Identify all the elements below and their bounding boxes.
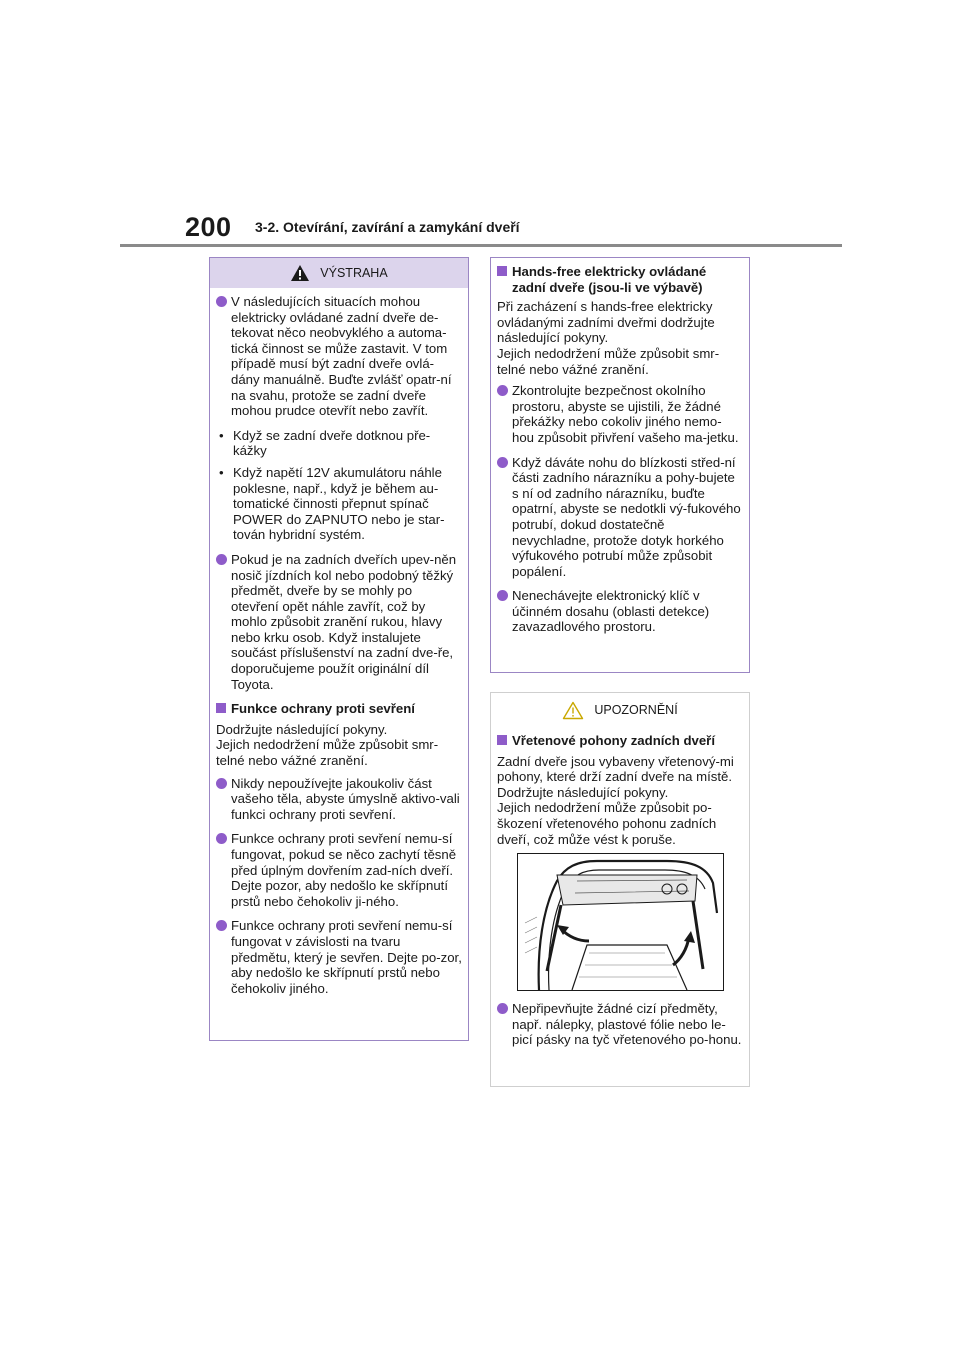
sub-item: [216, 465, 462, 543]
warning-header: [210, 258, 468, 288]
bullet-dot-icon: [216, 296, 227, 307]
bullet-dot-icon: [497, 385, 508, 396]
warning-bullet-4: Funkce ochrany proti sevření nemu-sí fungovat, pokud se něco zachytí těsně před úplným dovřením zad-ních dveří. Dejte pozor, aby nedošlo ke skřípnutí prstů nebo čehokoliv ji-ného.: [231, 831, 457, 909]
bullet-dot-icon: [216, 778, 227, 789]
warning-bullet-2: Pokud je na zadních dveřích upev-něn nosič jízdních kol nebo podobný těžký předmět, dveře by se mohly po otevření opět náhle zavřít, což by mohlo způsobit zranění rukou, hlavy nebo krku osob. Když instalujete součást příslušenství na zadní dve-ře, doporučujeme použít originální díl Toyota.: [231, 551, 457, 692]
notice-content: [491, 725, 749, 1048]
list-item: [216, 552, 462, 692]
warning-triangle-icon: [290, 264, 310, 282]
list-item: [216, 294, 462, 419]
list-item: [497, 588, 743, 635]
square-bullet-icon: [216, 703, 226, 713]
warning-bullet-1: V následujících situacích mohou elektricky ovládané zadní dveře de-tekovat něco neobvyklého a automa-tická činnost se může zastavit. V tom případě musí být zadní dveře ovlá-dány manuálně. Buďte zvlášť opatr-ní na svahu, protože se zadní dveře mohou prudce otevřít nebo zavřít.: [231, 294, 452, 419]
notice-box: [490, 692, 750, 1087]
bullet-dot-icon: [216, 554, 227, 565]
pinch-protection-heading: Funkce ochrany proti sevření: [216, 701, 462, 717]
list-item: [216, 776, 462, 823]
warning-content: [210, 288, 468, 996]
notice-para: Zadní dveře jsou vybaveny vřetenový-mi pohony, které drží zadní dveře na místě. Dodržujte následující pokyny. Jejich nedodržení může způsobit po-škození vřetenového pohonu zadních dveří, což může vést k poruše.: [497, 753, 734, 847]
notice-title: UPOZORNĚNÍ: [594, 703, 678, 717]
sub-bullet-icon: •: [219, 427, 224, 443]
list-item: [497, 383, 743, 445]
square-bullet-icon: [497, 735, 507, 745]
notice-header: [491, 695, 749, 725]
list-item: [497, 1001, 743, 1048]
spindle-heading: Vřetenové pohony zadních dveří: [497, 733, 743, 749]
handsfree-para: Při zacházení s hands-free elektricky ovládanými zadními dveřmi dodržujte následující pokyny. Jejich nedodržení může způsobit smr-telné nebo vážné zranění.: [497, 299, 720, 377]
section-title: 3-2. Otevírání, zavírání a zamykání dveří: [255, 219, 520, 235]
handsfree-bullet-2: Když dáváte nohu do blízkosti střed-ní části zadního nárazníku a pohy-bujete s ní od zadního nárazníku, buďte opatrní, abyste se nedotkli vý-fukového potrubí, dokud dostatečně nevychladne, protože dotyk horkého výfukového potrubí může způsobit popálení.: [512, 454, 741, 579]
warning-box: [209, 257, 469, 1041]
warning-sub-1: Když se zadní dveře dotknou pře-kážky: [233, 427, 431, 459]
warning-bullet-3: Nikdy nepoužívejte jakoukoliv část vašeho těla, abyste úmyslně aktivo-vali funkci ochrany proti sevření.: [231, 775, 460, 822]
list-item: [216, 918, 462, 996]
handsfree-heading: Hands-free elektricky ovládané zadní dveře (jsou-li ve výbavě): [497, 264, 743, 295]
sub-bullet-icon: •: [219, 464, 224, 480]
warning-sub-2: Když napětí 12V akumulátoru náhle poklesne, např., když je během au-tomatické činnosti přepnut spínač POWER do ZAPNUTO nebo je star-tován hybridní systém.: [233, 464, 445, 543]
square-bullet-icon: [497, 266, 507, 276]
warning-para: Dodržujte následující pokyny. Jejich nedodržení může způsobit smr-telné nebo vážné zranění.: [216, 721, 439, 769]
bullet-dot-icon: [497, 590, 508, 601]
bullet-dot-icon: [497, 1003, 508, 1014]
header-rule: [120, 244, 842, 247]
page-number: 200: [185, 212, 232, 242]
bullet-dot-icon: [216, 920, 227, 931]
list-item: [497, 455, 743, 580]
sub-item: [216, 428, 462, 459]
handsfree-bullet-1: Zkontrolujte bezpečnost okolního prostoru, abyste se ujistili, že žádné překážky nebo cokoliv jiného nemo-hou způsobit přivření vašeho ma-jetku.: [512, 383, 739, 445]
bullet-dot-icon: [216, 833, 227, 844]
list-item: [216, 831, 462, 909]
handsfree-box: [490, 257, 750, 673]
tailgate-spindle-illustration: [517, 853, 724, 991]
caution-triangle-icon: [562, 701, 584, 720]
notice-bullet-1: Nepřipevňujte žádné cizí předměty, např. nálepky, plastové fólie nebo le-picí pásky na tyč vřetenového po-honu.: [512, 1001, 742, 1048]
handsfree-content: [491, 258, 749, 635]
warning-bullet-5: Funkce ochrany proti sevření nemu-sí fungovat v závislosti na tvaru předmětu, který je sevřen. Dejte po-zor, aby nedošlo ke skřípnutí prstů nebo čehokoliv jiného.: [231, 918, 462, 996]
bullet-dot-icon: [497, 457, 508, 468]
handsfree-bullet-3: Nenechávejte elektronický klíč v účinném dosahu (oblasti detekce) zavazadlového prostoru.: [512, 588, 710, 635]
warning-title: VÝSTRAHA: [320, 266, 388, 280]
page-header: [0, 0, 960, 250]
